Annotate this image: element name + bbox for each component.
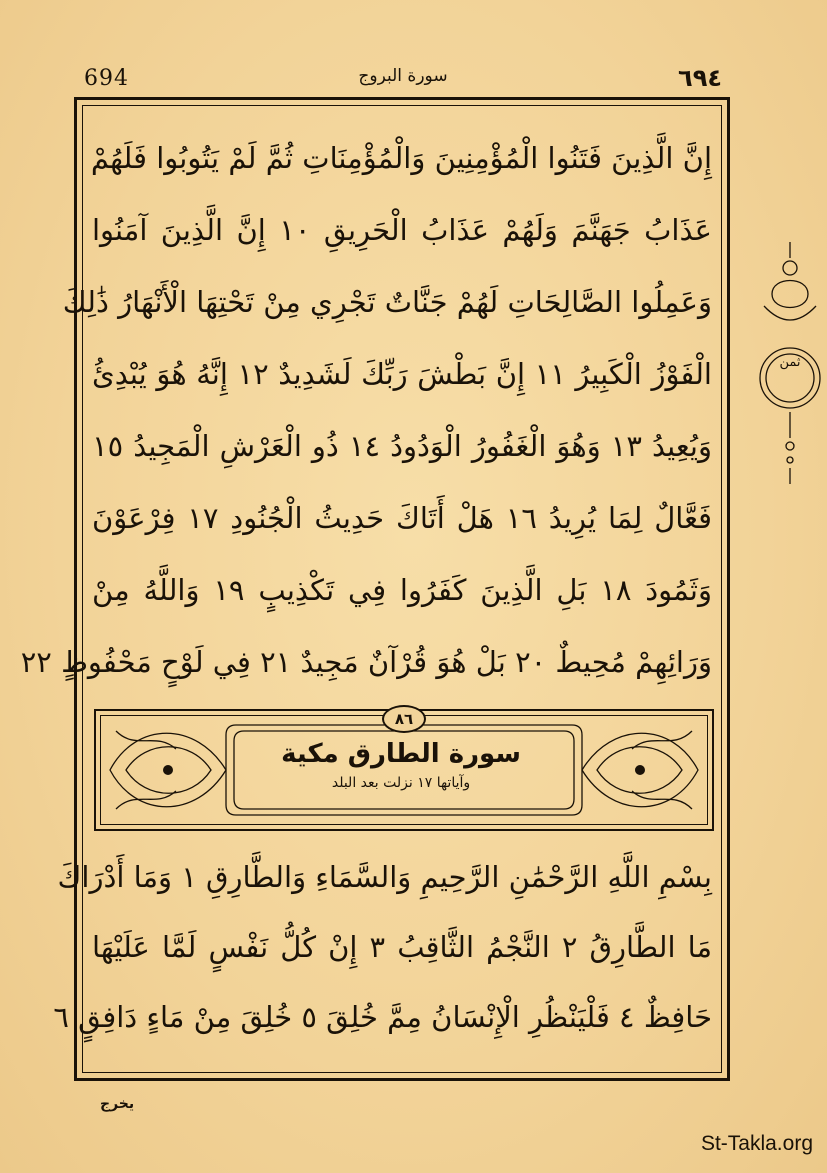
verse-line: وَثَمُودَ ١٨ بَلِ الَّذِينَ كَفَرُوا فِي تَكْذِيبٍ ١٩ وَاللَّهُ مِنْ (92, 573, 712, 607)
verses-block-top (20, 122, 712, 698)
sura-subtitle: وآياتها ١٧ نزلت بعد البلد (331, 775, 471, 791)
verse-line: بِسْمِ اللَّهِ الرَّحْمَٰنِ الرَّحِيمِ وَالسَّمَاءِ وَالطَّارِقِ ١ وَمَا أَدْرَاكَ (57, 860, 712, 894)
verse-line: عَذَابُ جَهَنَّمَ وَلَهُمْ عَذَابُ الْحَرِيقِ ١٠ إِنَّ الَّذِينَ آمَنُوا (92, 213, 712, 247)
sura-number-medallion: ٨٦ (382, 705, 426, 733)
sura-title-cartouche (236, 725, 566, 811)
page-number-arabic: ٦٩٤ (678, 64, 722, 92)
verses-block-bottom (53, 842, 712, 1052)
verse-line: فَعَّالٌ لِمَا يُرِيدُ ١٦ هَلْ أَتَاكَ حَدِيثُ الْجُنُودِ ١٧ فِرْعَوْنَ (92, 501, 712, 535)
page-number-latin: 694 (84, 66, 129, 91)
running-head: سورة البروج (358, 66, 448, 86)
sura-title: سورة الطارق مكية (281, 739, 521, 769)
verse-line: مَا الطَّارِقُ ٢ النَّجْمُ الثَّاقِبُ ٣ إِنْ كُلُّ نَفْسٍ لَمَّا عَلَيْهَا (92, 930, 712, 964)
page-header (78, 62, 728, 96)
verse-line: وَرَائِهِمْ مُحِيطٌ ٢٠ بَلْ هُوَ قُرْآنٌ مَجِيدٌ ٢١ فِي لَوْحٍ مَحْفُوظٍ ٢٢ (20, 645, 712, 679)
hizb-label: ثمن (779, 355, 801, 370)
verse-line: إِنَّ الَّذِينَ فَتَنُوا الْمُؤْمِنِينَ وَالْمُؤْمِنَاتِ ثُمَّ لَمْ يَتُوبُوا فَلَهُمْ (90, 141, 712, 175)
watermark: St-Takla.org (700, 1132, 813, 1155)
verse-line: الْفَوْزُ الْكَبِيرُ ١١ إِنَّ بَطْشَ رَبِّكَ لَشَدِيدٌ ١٢ إِنَّهُ هُوَ يُبْدِئُ (92, 357, 712, 391)
catchword: يخرج (100, 1096, 135, 1112)
verse-line: وَعَمِلُوا الصَّالِحَاتِ لَهُمْ جَنَّاتٌ تَجْرِي مِنْ تَحْتِهَا الْأَنْهَارُ ذَٰلِكَ (62, 285, 712, 319)
verse-line: وَيُعِيدُ ١٣ وَهُوَ الْغَفُورُ الْوَدُودُ ١٤ ذُو الْعَرْشِ الْمَجِيدُ ١٥ (92, 429, 712, 463)
verse-line: حَافِظٌ ٤ فَلْيَنْظُرِ الْإِنْسَانُ مِمَّ خُلِقَ ٥ خُلِقَ مِنْ مَاءٍ دَافِقٍ ٦ (53, 1000, 712, 1034)
